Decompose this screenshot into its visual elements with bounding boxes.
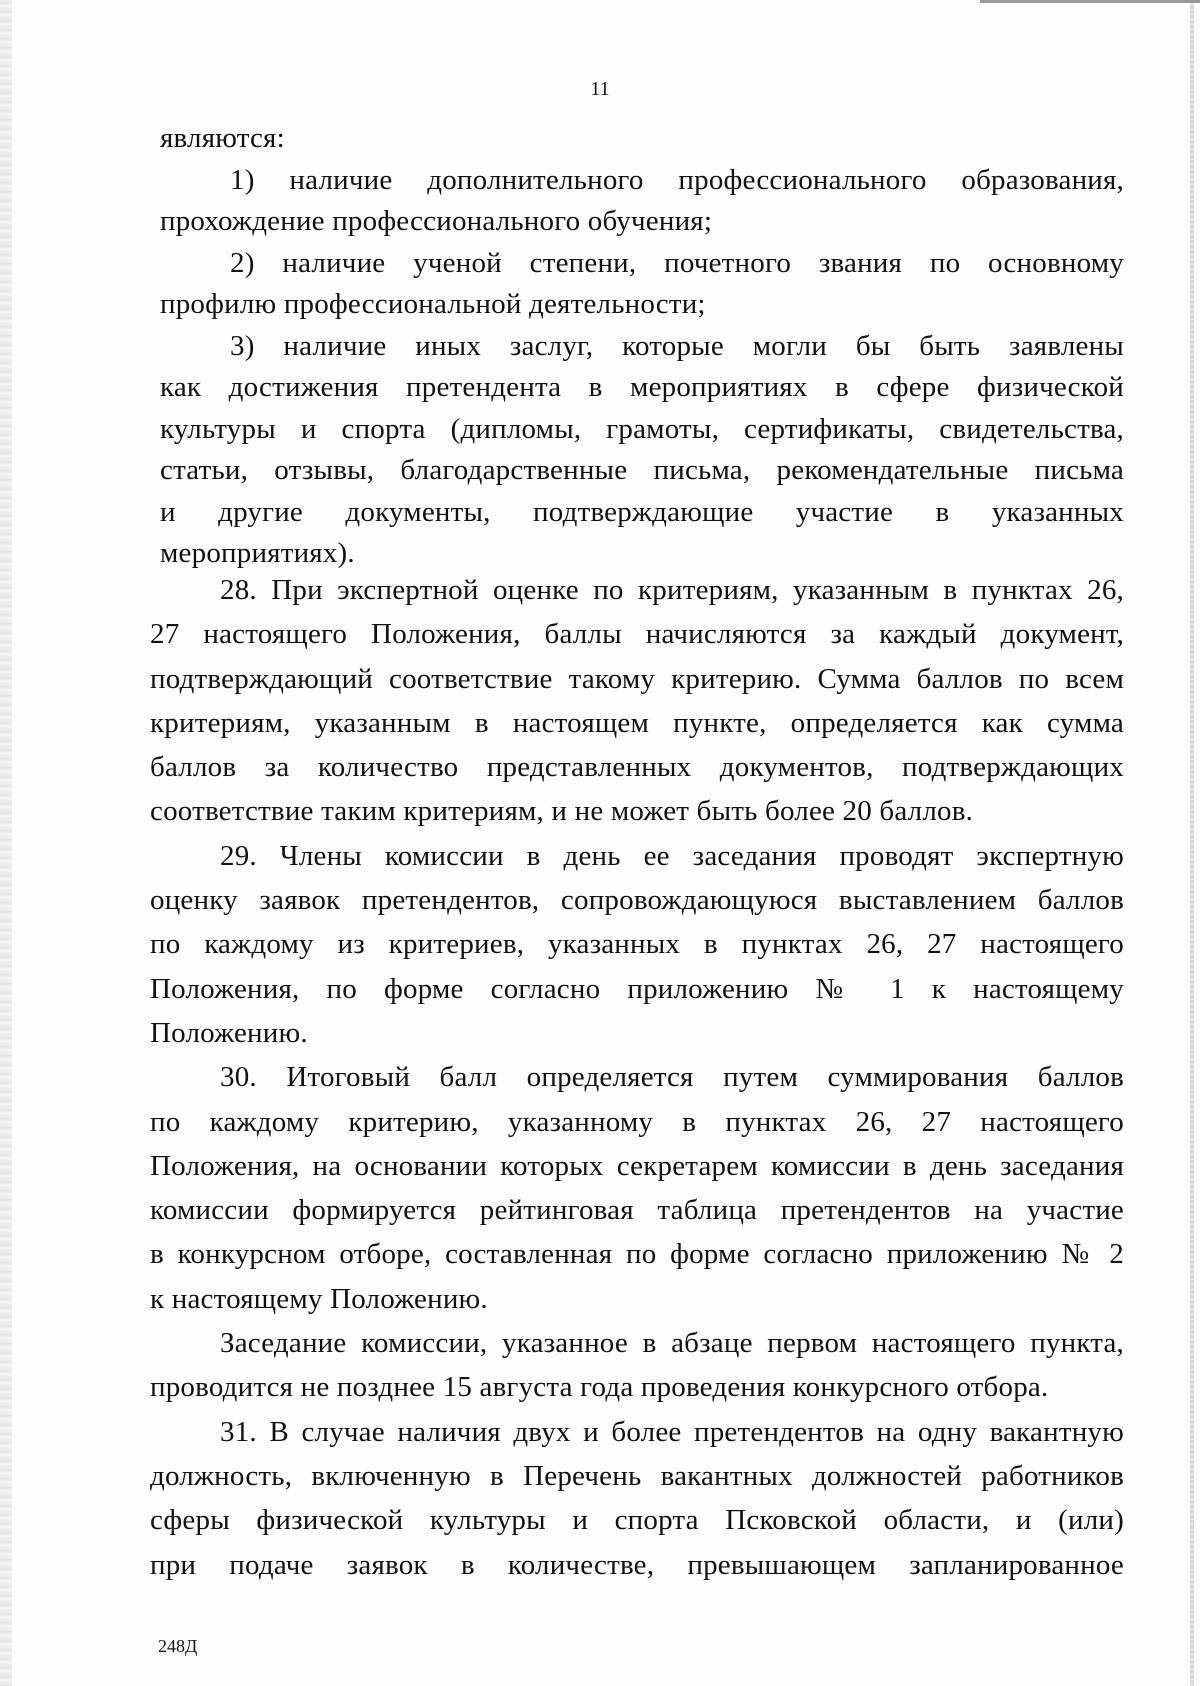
paragraph-30: 30. Итоговый балл определяется путем суммирования баллов — [220, 1061, 1124, 1094]
text-line: как достижения претендента в мероприятиях в сфере физической — [160, 371, 1124, 403]
text-line: статьи, отзывы, благодарственные письма, рекомендательные письма — [160, 454, 1124, 486]
text-line: комиссии формируется рейтинговая таблица претендентов на участие — [150, 1194, 1124, 1227]
text-line: Положения, по форме согласно приложению № 1 к настоящему — [150, 972, 1124, 1005]
scan-edge-top — [980, 0, 1200, 3]
text-line: профилю профессиональной деятельности; — [160, 288, 706, 320]
text-line: в конкурсном отборе, составленная по форме согласно приложению № 2 — [150, 1238, 1124, 1271]
paragraph-29: 29. Члены комиссии в день ее заседания проводят экспертную — [220, 839, 1124, 872]
text-line: прохождение профессионального обучения; — [160, 205, 713, 237]
scan-edge-left — [0, 0, 12, 1686]
text-line: сферы физической культуры и спорта Псковской области, и (или) — [150, 1504, 1124, 1537]
text-line: 1) наличие дополнительного профессионального образования, — [230, 163, 1124, 196]
text-line: должность, включенную в Перечень вакантных должностей работников — [150, 1459, 1124, 1492]
text-line: Положению. — [150, 1016, 308, 1049]
text-line: баллов за количество представленных документов, подтверждающих — [150, 751, 1124, 784]
page-number: 11 — [590, 78, 610, 100]
paragraph-28: 28. При экспертной оценке по критериям, указанным в пунктах 26, — [220, 574, 1124, 606]
text-line: соответствие таким критериям, и не может быть более 20 баллов. — [150, 795, 974, 828]
paragraph-30-abzac-2: Заседание комиссии, указанное в абзаце первом настоящего пункта, — [220, 1327, 1124, 1360]
text-line: культуры и спорта (дипломы, грамоты, сертификаты, свидетельства, — [160, 412, 1124, 445]
text-line: критериям, указанным в настоящем пункте, определяется как сумма — [150, 706, 1124, 739]
text-block-list — [160, 118, 1124, 575]
text-line: мероприятиях). — [160, 537, 355, 569]
text-line: являются: — [160, 122, 285, 154]
text-line: подтверждающий соответствие такому критерию. Сумма баллов по всем — [150, 662, 1124, 695]
text-line: по каждому из критериев, указанных в пунктах 26, 27 настоящего — [150, 928, 1124, 961]
text-block-main — [150, 568, 1124, 1587]
scan-edge-right — [1190, 0, 1194, 1686]
text-line: 3) наличие иных заслуг, которые могли бы быть заявлены — [230, 329, 1124, 362]
text-line: и другие документы, подтверждающие участие в указанных — [160, 495, 1124, 528]
document-code: 248Д — [158, 1636, 198, 1656]
paragraph-31: 31. В случае наличия двух и более претендентов на одну вакантную — [220, 1415, 1124, 1448]
text-line: оценку заявок претендентов, сопровождающуюся выставлением баллов — [150, 884, 1124, 917]
text-line: к настоящему Положению. — [150, 1282, 488, 1315]
text-line: Положения, на основании которых секретарем комиссии в день заседания — [150, 1149, 1124, 1182]
text-line: 2) наличие ученой степени, почетного звания по основному — [230, 246, 1124, 279]
text-line: 27 настоящего Положения, баллы начисляются за каждый документ, — [150, 618, 1124, 651]
text-line: по каждому критерию, указанному в пунктах 26, 27 настоящего — [150, 1105, 1124, 1138]
text-line: при подаче заявок в количестве, превышающем запланированное — [150, 1548, 1124, 1581]
text-line: проводится не позднее 15 августа года проведения конкурсного отбора. — [150, 1371, 1049, 1404]
